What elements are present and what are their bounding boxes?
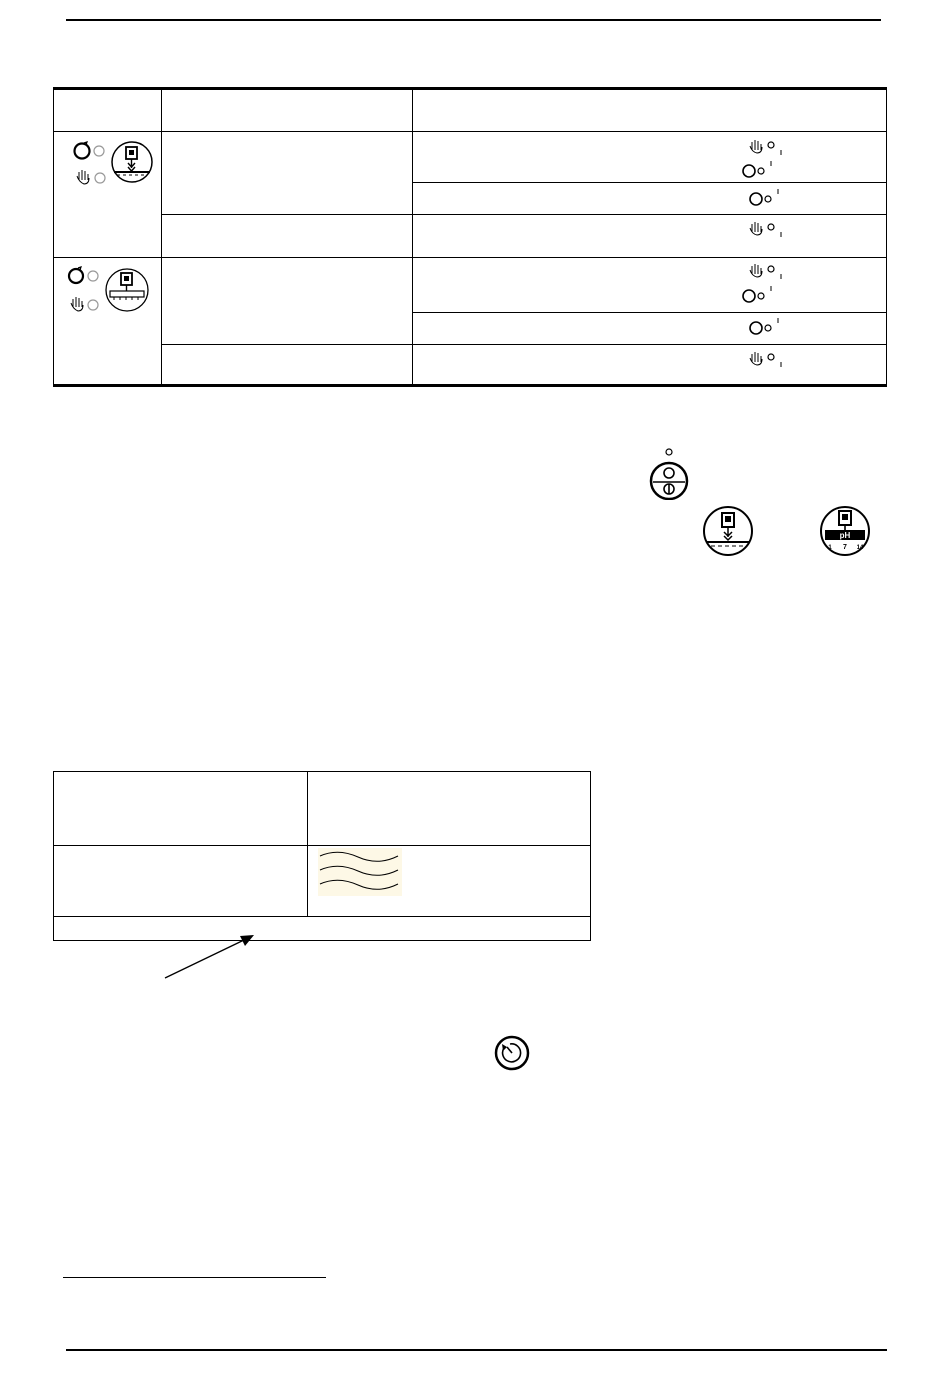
power-switch-button[interactable]	[648, 444, 690, 500]
footnote-rule	[63, 1277, 326, 1278]
circular-arrow-icon	[69, 267, 83, 283]
pointer-arrow	[160, 930, 300, 990]
led-indicator-icon	[768, 224, 774, 230]
soil-mode-button[interactable]	[702, 505, 754, 557]
hand-icon	[77, 170, 89, 184]
ph-tick: 1	[828, 545, 832, 551]
led-indicator-icon	[768, 142, 774, 148]
hand-icon	[750, 222, 762, 235]
status-auto-up	[741, 159, 781, 181]
ph-scale-label: pH	[839, 531, 851, 540]
status-hand-down	[748, 348, 788, 370]
hand-icon	[750, 264, 762, 277]
soil-probe-icon	[702, 505, 754, 557]
ph-probe-icon	[106, 269, 148, 311]
water-table	[0, 765, 600, 945]
led-indicator-icon	[765, 325, 771, 331]
circular-arrow-icon	[743, 290, 755, 302]
led-indicator-icon	[768, 354, 774, 360]
soil-probe-icon	[112, 142, 152, 182]
status-hand-down	[748, 136, 788, 158]
circular-arrow-icon	[750, 322, 762, 334]
circular-arrow-icon	[75, 142, 90, 159]
hand-icon	[750, 352, 762, 365]
led-indicator-icon	[666, 449, 672, 455]
hand-icon	[71, 297, 83, 311]
status-auto-up	[741, 284, 781, 306]
led-indicator-icon	[88, 300, 98, 310]
ph-mode-cluster	[66, 265, 156, 315]
power-switch-icon	[651, 463, 687, 499]
ph-tick: 14	[856, 545, 864, 551]
led-indicator-icon	[758, 293, 764, 299]
ph-mode-button[interactable]	[819, 505, 871, 557]
circular-arrow-icon	[743, 165, 755, 177]
status-auto-up	[748, 187, 788, 209]
led-indicator-icon	[765, 196, 771, 202]
bottom-rule	[66, 1349, 887, 1351]
led-indicator-icon	[758, 168, 764, 174]
led-indicator-icon	[768, 266, 774, 272]
timer-icon	[493, 1034, 531, 1072]
hand-icon	[750, 140, 762, 153]
mode-table	[0, 0, 950, 400]
water-waves-icon	[318, 848, 402, 896]
led-indicator-icon	[94, 146, 104, 156]
led-indicator-icon	[88, 271, 98, 281]
timer-button[interactable]	[493, 1034, 531, 1072]
status-auto-up	[748, 316, 788, 338]
ph-tick: 7	[843, 544, 847, 551]
status-hand-down	[748, 260, 788, 282]
status-hand-down	[748, 218, 788, 240]
circular-arrow-icon	[750, 193, 762, 205]
led-indicator-icon	[95, 173, 105, 183]
ph-probe-icon	[819, 505, 871, 557]
soil-mode-cluster	[70, 140, 156, 190]
